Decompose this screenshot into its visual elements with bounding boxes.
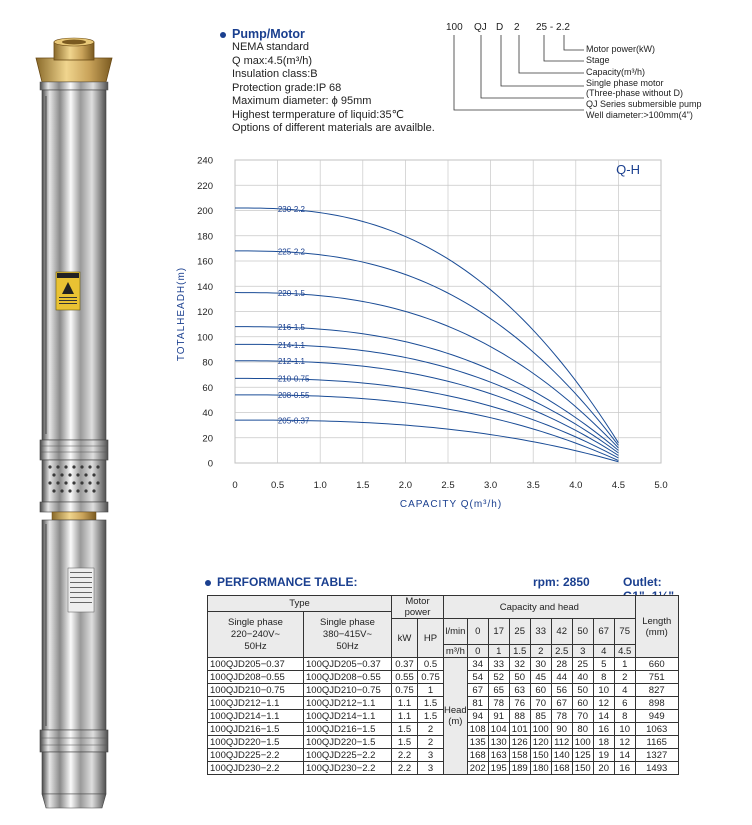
performance-rpm: rpm: 2850 bbox=[533, 575, 590, 589]
power-kw: 0.37 bbox=[392, 658, 418, 671]
code-label-motor-power: Motor power(kW) bbox=[586, 44, 656, 54]
code-segment-capacity: 2 bbox=[514, 22, 520, 33]
head-value: 112 bbox=[551, 736, 572, 749]
curve-label: 225-2.2 bbox=[277, 247, 306, 257]
header-single-phase-220 bbox=[208, 612, 304, 658]
y-tick-label: 120 bbox=[197, 307, 213, 318]
x-tick-label: 0.5 bbox=[270, 480, 285, 491]
chart-labels bbox=[278, 205, 310, 425]
header-line: 50Hz bbox=[336, 640, 359, 652]
power-kw: 1.1 bbox=[392, 710, 418, 723]
m3h-cell: 3 bbox=[572, 645, 593, 658]
power-hp: 2 bbox=[418, 736, 444, 749]
head-value: 54 bbox=[467, 671, 488, 684]
q-h-chart bbox=[168, 150, 668, 515]
length-value: 898 bbox=[635, 697, 678, 710]
head-value: 20 bbox=[593, 762, 614, 775]
power-hp: 1.5 bbox=[418, 697, 444, 710]
y-tick-label: 20 bbox=[202, 433, 213, 445]
y-tick-label: 200 bbox=[197, 206, 213, 217]
head-value: 34 bbox=[467, 658, 488, 671]
code-segment-phase: D bbox=[496, 22, 504, 33]
header-line: 50Hz bbox=[244, 640, 267, 652]
head-value: 120 bbox=[530, 736, 551, 749]
m3h-cell: 2.5 bbox=[551, 645, 572, 658]
brass-outlet bbox=[36, 58, 112, 82]
head-value: 78 bbox=[488, 697, 509, 710]
model-220v: 100QJD214−1.1 bbox=[208, 710, 304, 723]
head-value: 16 bbox=[593, 723, 614, 736]
head-value: 88 bbox=[509, 710, 530, 723]
head-value: 12 bbox=[614, 736, 635, 749]
model-220v: 100QJD230−2.2 bbox=[208, 762, 304, 775]
head-value: 30 bbox=[530, 658, 551, 671]
m3h-cell: 4.5 bbox=[614, 645, 635, 658]
model-code-legend bbox=[438, 22, 738, 122]
spec-line: Insulation class:B bbox=[232, 68, 318, 80]
head-value: 28 bbox=[551, 658, 572, 671]
curve-label: 220-1.5 bbox=[277, 289, 306, 299]
length-value: 751 bbox=[635, 671, 678, 684]
table-row bbox=[208, 723, 679, 736]
lmin-cell: 0 bbox=[467, 619, 488, 645]
head-value: 195 bbox=[488, 762, 509, 775]
spec-title bbox=[220, 27, 448, 41]
head-value: 32 bbox=[509, 658, 530, 671]
performance-table-body bbox=[208, 658, 679, 775]
head-value: 91 bbox=[488, 710, 509, 723]
code-label-capacity: Capacity(m³/h) bbox=[586, 67, 646, 77]
power-kw: 2.2 bbox=[392, 762, 418, 775]
head-value: 180 bbox=[530, 762, 551, 775]
y-tick-label: 60 bbox=[202, 382, 213, 394]
head-value: 14 bbox=[593, 710, 614, 723]
header-head-line: (m) bbox=[448, 716, 463, 727]
head-value: 4 bbox=[614, 684, 635, 697]
head-value: 5 bbox=[593, 658, 614, 671]
performance-title: PERFORMANCE TABLE: bbox=[217, 575, 358, 589]
head-value: 168 bbox=[467, 749, 488, 762]
head-value: 60 bbox=[572, 697, 593, 710]
head-value: 163 bbox=[488, 749, 509, 762]
x-tick-label: 4.0 bbox=[569, 480, 583, 491]
head-value: 1 bbox=[614, 658, 635, 671]
header-capacity-head: Capacity and head bbox=[444, 596, 636, 619]
header-hp: HP bbox=[418, 619, 444, 658]
x-tick-label: 1.0 bbox=[313, 480, 327, 491]
curve-label: 216-1.5 bbox=[277, 323, 306, 333]
model-380v: 100QJD212−1.1 bbox=[304, 697, 392, 710]
head-value: 65 bbox=[488, 684, 509, 697]
head-value: 33 bbox=[488, 658, 509, 671]
header-line: Single phase bbox=[320, 616, 375, 628]
head-value: 158 bbox=[509, 749, 530, 762]
length-value: 949 bbox=[635, 710, 678, 723]
model-380v: 100QJD205−0.37 bbox=[304, 658, 392, 671]
header-line: 220−240V~ bbox=[230, 628, 281, 640]
nameplate-icon bbox=[68, 568, 94, 612]
table-row bbox=[208, 762, 679, 775]
y-tick-label: 160 bbox=[197, 256, 213, 268]
y-tick-label: 140 bbox=[197, 281, 213, 293]
head-value: 60 bbox=[530, 684, 551, 697]
code-label-series: QJ Series submersible pump bbox=[586, 99, 702, 109]
lmin-cell: 25 bbox=[509, 619, 530, 645]
spec-line: Highest termperature of liquid:35℃ bbox=[232, 108, 404, 121]
motor-body bbox=[42, 520, 106, 730]
lmin-cell: 50 bbox=[572, 619, 593, 645]
head-value: 94 bbox=[467, 710, 488, 723]
power-kw: 0.55 bbox=[392, 671, 418, 684]
head-value: 10 bbox=[593, 684, 614, 697]
code-segment-diameter: 100 bbox=[446, 22, 463, 33]
length-value: 1063 bbox=[635, 723, 678, 736]
length-value: 1493 bbox=[635, 762, 678, 775]
head-value: 150 bbox=[530, 749, 551, 762]
power-kw: 2.2 bbox=[392, 749, 418, 762]
head-value: 76 bbox=[509, 697, 530, 710]
table-row bbox=[208, 697, 679, 710]
spec-line: Q max:4.5(m³/h) bbox=[232, 54, 313, 67]
header-head-line: Head bbox=[444, 705, 467, 716]
lmin-cell: 75 bbox=[614, 619, 635, 645]
model-380v: 100QJD225−2.2 bbox=[304, 749, 392, 762]
head-value: 14 bbox=[614, 749, 635, 762]
head-value: 125 bbox=[572, 749, 593, 762]
chart-ticks bbox=[197, 156, 667, 492]
head-value: 50 bbox=[509, 671, 530, 684]
model-220v: 100QJD225−2.2 bbox=[208, 749, 304, 762]
y-tick-label: 80 bbox=[202, 357, 213, 369]
head-value: 130 bbox=[488, 736, 509, 749]
header-length bbox=[635, 596, 678, 658]
head-value: 12 bbox=[593, 697, 614, 710]
curve-label: 210-0.75 bbox=[277, 374, 310, 384]
curve-label: 230-2.2 bbox=[277, 204, 306, 214]
table-row bbox=[208, 736, 679, 749]
x-tick-label: 3.5 bbox=[526, 480, 540, 491]
header-motor-power bbox=[392, 596, 444, 619]
x-tick-label: 2.5 bbox=[441, 480, 455, 491]
length-value: 827 bbox=[635, 684, 678, 697]
spec-line: Maximum diameter: ϕ 95mm bbox=[232, 95, 372, 107]
length-value: 1327 bbox=[635, 749, 678, 762]
model-380v: 100QJD216−1.5 bbox=[304, 723, 392, 736]
head-value: 67 bbox=[551, 697, 572, 710]
header-length-line: Length bbox=[642, 615, 672, 627]
x-tick-label: 0 bbox=[232, 480, 238, 491]
curve-label: 214-1.1 bbox=[277, 340, 306, 350]
head-value: 80 bbox=[572, 723, 593, 736]
header-single-phase-380 bbox=[304, 612, 392, 658]
head-value: 8 bbox=[593, 671, 614, 684]
head-value: 67 bbox=[467, 684, 488, 697]
pump-motor-spec bbox=[218, 27, 448, 136]
code-label-well-diameter: Well diameter:>100mm(4") bbox=[586, 110, 693, 120]
y-tick-label: 180 bbox=[197, 231, 213, 243]
head-value: 63 bbox=[509, 684, 530, 697]
y-tick-label: 40 bbox=[202, 408, 213, 419]
header-m3h: m³/h bbox=[444, 645, 468, 658]
head-value: 101 bbox=[509, 723, 530, 736]
pump-body-upper bbox=[42, 90, 106, 440]
m3h-cell: 4 bbox=[593, 645, 614, 658]
code-segment-stage-power: 25 - 2.2 bbox=[536, 22, 570, 33]
pump-illustration bbox=[22, 20, 126, 812]
curve-label: 212-1.1 bbox=[277, 357, 306, 367]
head-value: 52 bbox=[488, 671, 509, 684]
spec-line: NEMA standard bbox=[232, 41, 310, 53]
header-line: 380−415V~ bbox=[322, 628, 373, 640]
head-value: 202 bbox=[467, 762, 488, 775]
model-220v: 100QJD210−0.75 bbox=[208, 684, 304, 697]
length-value: 660 bbox=[635, 658, 678, 671]
x-tick-label: 2.0 bbox=[398, 480, 413, 491]
spec-line: Options of different materials are availble. bbox=[232, 122, 435, 134]
header-motor-power-line: Motor bbox=[405, 596, 430, 607]
model-380v: 100QJD210−0.75 bbox=[304, 684, 392, 697]
table-row bbox=[208, 658, 679, 671]
model-380v: 100QJD230−2.2 bbox=[304, 762, 392, 775]
bullet-icon bbox=[220, 32, 226, 38]
lmin-cell: 17 bbox=[488, 619, 509, 645]
header-line: Single phase bbox=[228, 616, 283, 628]
qh-curve bbox=[235, 395, 618, 461]
head-value: 135 bbox=[467, 736, 488, 749]
chart-x-axis-label: CAPACITY Q(m³/h) bbox=[399, 499, 503, 510]
head-value: 45 bbox=[530, 671, 551, 684]
code-label-stage: Stage bbox=[586, 55, 610, 65]
header-motor-power-line: power bbox=[404, 607, 431, 618]
bullet-icon bbox=[205, 580, 211, 586]
y-tick-label: 240 bbox=[197, 155, 213, 167]
power-kw: 0.75 bbox=[392, 684, 418, 697]
chart-title: Q-H bbox=[616, 162, 640, 177]
head-value: 140 bbox=[551, 749, 572, 762]
chart-y-axis-label: TOTALHEADH(m) bbox=[176, 266, 187, 362]
model-220v: 100QJD216−1.5 bbox=[208, 723, 304, 736]
table-row bbox=[208, 684, 679, 697]
head-value: 70 bbox=[572, 710, 593, 723]
power-hp: 0.75 bbox=[418, 671, 444, 684]
head-value: 10 bbox=[614, 723, 635, 736]
y-tick-label: 0 bbox=[207, 458, 213, 470]
power-hp: 0.5 bbox=[418, 658, 444, 671]
head-value: 18 bbox=[593, 736, 614, 749]
m3h-cell: 1.5 bbox=[509, 645, 530, 658]
model-380v: 100QJD220−1.5 bbox=[304, 736, 392, 749]
head-value: 6 bbox=[614, 697, 635, 710]
model-380v: 100QJD214−1.1 bbox=[304, 710, 392, 723]
m3h-cell: 0 bbox=[467, 645, 488, 658]
power-hp: 1.5 bbox=[418, 710, 444, 723]
power-hp: 3 bbox=[418, 762, 444, 775]
head-value: 100 bbox=[530, 723, 551, 736]
head-value: 56 bbox=[551, 684, 572, 697]
model-220v: 100QJD205−0.37 bbox=[208, 658, 304, 671]
power-hp: 1 bbox=[418, 684, 444, 697]
lmin-cell: 42 bbox=[551, 619, 572, 645]
head-value: 19 bbox=[593, 749, 614, 762]
qh-curve bbox=[235, 420, 618, 462]
model-220v: 100QJD208−0.55 bbox=[208, 671, 304, 684]
spec-line: Protection grade:IP 68 bbox=[232, 81, 342, 94]
x-tick-label: 3.0 bbox=[483, 480, 498, 491]
head-value: 168 bbox=[551, 762, 572, 775]
lmin-cell: 67 bbox=[593, 619, 614, 645]
head-value: 108 bbox=[467, 723, 488, 736]
head-value: 44 bbox=[551, 671, 572, 684]
header-lmin: l/min bbox=[444, 619, 468, 645]
y-tick-label: 220 bbox=[197, 180, 213, 192]
spec-title-text: Pump/Motor bbox=[232, 27, 305, 41]
curve-label: 205-0.37 bbox=[277, 416, 310, 426]
head-value: 8 bbox=[614, 710, 635, 723]
performance-header bbox=[205, 575, 715, 591]
head-value: 189 bbox=[509, 762, 530, 775]
y-tick-label: 100 bbox=[197, 332, 213, 344]
head-value: 150 bbox=[572, 762, 593, 775]
code-label-three-phase: (Three-phase without D) bbox=[586, 88, 684, 98]
model-380v: 100QJD208−0.55 bbox=[304, 671, 392, 684]
x-tick-label: 1.5 bbox=[356, 480, 370, 491]
head-value: 50 bbox=[572, 684, 593, 697]
performance-outlet: Outlet: bbox=[623, 575, 662, 589]
head-value: 85 bbox=[530, 710, 551, 723]
curve-label: 208-0.55 bbox=[277, 391, 310, 401]
table-row bbox=[208, 710, 679, 723]
model-220v: 100QJD220−1.5 bbox=[208, 736, 304, 749]
x-tick-label: 5.0 bbox=[654, 480, 668, 491]
head-value: 90 bbox=[551, 723, 572, 736]
head-value: 100 bbox=[572, 736, 593, 749]
length-value: 1165 bbox=[635, 736, 678, 749]
power-kw: 1.1 bbox=[392, 697, 418, 710]
power-hp: 3 bbox=[418, 749, 444, 762]
code-segment-series: QJ bbox=[474, 22, 487, 33]
power-kw: 1.5 bbox=[392, 723, 418, 736]
head-value: 78 bbox=[551, 710, 572, 723]
code-label-single-phase: Single phase motor bbox=[586, 78, 664, 88]
header-head bbox=[444, 658, 468, 775]
head-value: 70 bbox=[530, 697, 551, 710]
head-value: 104 bbox=[488, 723, 509, 736]
head-value: 25 bbox=[572, 658, 593, 671]
lmin-cell: 33 bbox=[530, 619, 551, 645]
head-value: 2 bbox=[614, 671, 635, 684]
model-220v: 100QJD212−1.1 bbox=[208, 697, 304, 710]
head-value: 126 bbox=[509, 736, 530, 749]
power-kw: 1.5 bbox=[392, 736, 418, 749]
table-row bbox=[208, 671, 679, 684]
m3h-cell: 1 bbox=[488, 645, 509, 658]
power-hp: 2 bbox=[418, 723, 444, 736]
head-value: 40 bbox=[572, 671, 593, 684]
m3h-cell: 2 bbox=[530, 645, 551, 658]
head-value: 16 bbox=[614, 762, 635, 775]
table-row bbox=[208, 749, 679, 762]
header-type: Type bbox=[208, 596, 392, 612]
header-kw: kW bbox=[392, 619, 418, 658]
head-value: 81 bbox=[467, 697, 488, 710]
header-length-line: (mm) bbox=[645, 626, 668, 638]
performance-table bbox=[207, 595, 679, 775]
x-tick-label: 4.5 bbox=[611, 480, 626, 491]
